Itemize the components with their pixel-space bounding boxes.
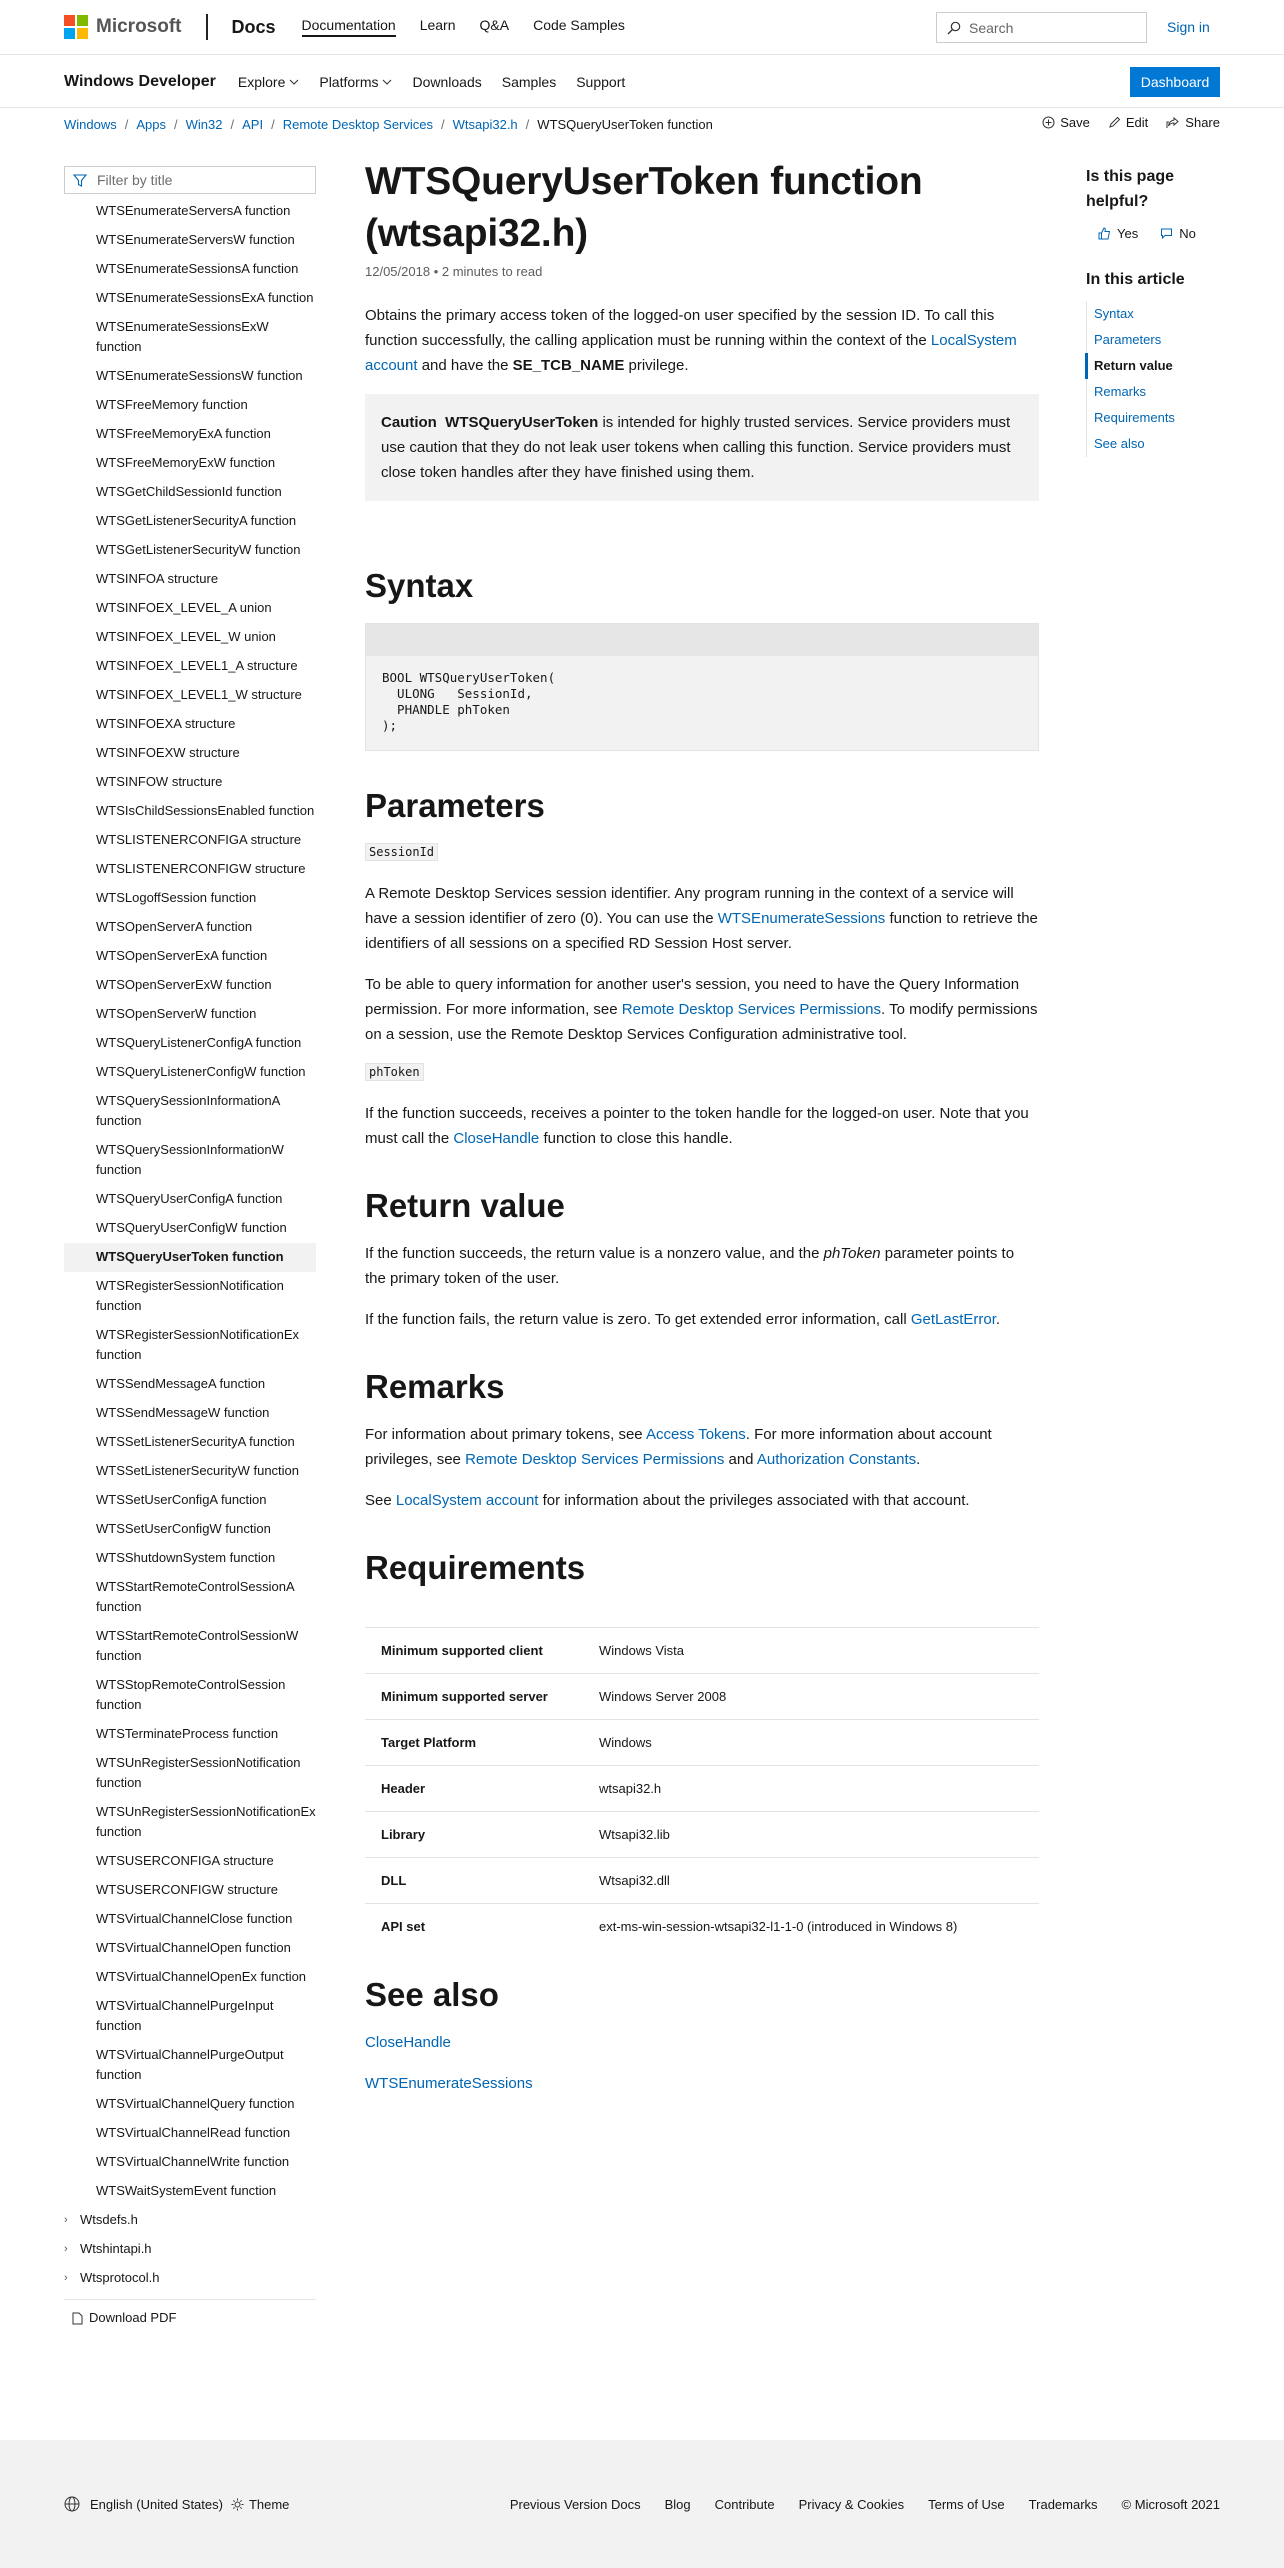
toc-item-wtsvirtualchannelquery-function[interactable]: WTSVirtualChannelQuery function [96, 2096, 295, 2111]
see-also-closehandle-link[interactable]: CloseHandle [365, 2033, 451, 2051]
in-this-article-heading: In this article [1086, 271, 1185, 288]
syntax-heading: Syntax [365, 567, 474, 604]
toc-item-wtsinfow-structure[interactable]: WTSINFOW structure [96, 774, 223, 789]
remarks-localsystem [365, 1488, 1039, 1513]
microsoft-logo-icon [64, 15, 88, 39]
footer-link-privacy-cookies[interactable]: Privacy & Cookies [798, 2496, 905, 2512]
windows-developer-link[interactable]: Windows Developer [64, 72, 216, 90]
sub-nav [238, 74, 625, 90]
toc-item-wtsvirtualchannelpurgeoutput-function[interactable]: WTSVirtualChannelPurgeOutput function [96, 2047, 284, 2082]
see-also-heading: See also [365, 1975, 499, 2013]
requirement-value: ext-ms-win-session-wtsapi32-l1-1-0 (introduced in Windows 8) [583, 1904, 1039, 1950]
rds-permissions-link[interactable]: Remote Desktop Services Permissions [465, 1451, 725, 1468]
toc-item-wtsqueryuserconfiga-function[interactable]: WTSQueryUserConfigA function [96, 1191, 283, 1206]
param-sessionid-desc [365, 881, 1039, 956]
wtsenumeratesessions-link[interactable]: WTSEnumerateSessions [717, 910, 886, 927]
caution-alert [365, 394, 1039, 501]
localsystem-account-link[interactable]: LocalSystem account [395, 1492, 539, 1509]
param-text: A Remote Desktop Services session identifier. Any program running in the context of a service will have a session identifier of zero (0). You can use the [365, 885, 1014, 927]
header-divider [206, 14, 208, 40]
breadcrumb-separator: / [271, 116, 275, 132]
toc-item-wtssendmessagew-function[interactable]: WTSSendMessageW function [96, 1405, 270, 1420]
return-text: If the function succeeds, the return value is a nonzero value, and the [365, 1245, 820, 1262]
caution-text: is intended for highly trusted services. Service providers must use caution that they do not leak user tokens when calling this function. Service providers must close token handles after they have finished using them. [381, 414, 1011, 481]
requirement-value: Windows Vista [583, 1628, 1039, 1674]
remarks-heading: Remarks [365, 1368, 505, 1405]
toc-item-wtssetuserconfiga-function[interactable]: WTSSetUserConfigA function [96, 1492, 267, 1507]
toc-item-wtsquerysessioninformationa-function[interactable]: WTSQuerySessionInformationA function [96, 1093, 280, 1128]
breadcrumb-current: WTSQueryUserToken function [537, 116, 713, 132]
toc-item-wtsunregistersessionnotificationex-function[interactable]: WTSUnRegisterSessionNotificationEx function [96, 1804, 316, 1839]
parameters-heading: Parameters [365, 787, 545, 824]
download-pdf-label: Download PDF [89, 2310, 177, 2325]
requirement-value: Wtsapi32.lib [583, 1812, 1039, 1858]
param-text: To be able to query information for another user's session, you need to have the Query Information permission. For more information, see [365, 976, 1020, 1018]
breadcrumb-rds[interactable]: Remote Desktop Services [282, 116, 433, 132]
caution-label: Caution [381, 414, 437, 431]
toc-item-wtsstartremotecontrolsessionw-function[interactable]: WTSStartRemoteControlSessionW function [96, 1628, 299, 1663]
chevron-right-icon: › [64, 2214, 68, 2226]
requirement-key: Minimum supported client [365, 1628, 583, 1674]
article-date: 12/05/2018 [365, 264, 431, 279]
docs-link[interactable]: Docs [231, 16, 276, 37]
toc-item-wtsqueryuserconfigw-function[interactable]: WTSQueryUserConfigW function [96, 1220, 287, 1235]
article [365, 156, 1039, 2096]
return-value-heading: Return value [365, 1187, 565, 1224]
rds-permissions-link[interactable]: Remote Desktop Services Permissions [621, 1001, 882, 1018]
toc-item-wtsshutdownsystem-function[interactable]: WTSShutdownSystem function [96, 1550, 276, 1565]
toc-item-wtsgetchildsessionid-function[interactable]: WTSGetChildSessionId function [96, 484, 282, 499]
toc-group-label: Wtsdefs.h [80, 2212, 138, 2227]
toc-item-wtsvirtualchannelpurgeinput-function[interactable]: WTSVirtualChannelPurgeInput function [96, 1998, 274, 2033]
syntax-code[interactable]: BOOL WTSQueryUserToken( ULONG SessionId, PHANDLE phToken ); [382, 670, 556, 733]
param-sessionid-permissions [365, 972, 1039, 1047]
breadcrumb-api[interactable]: API [242, 116, 264, 132]
plus-circle-icon [1042, 116, 1055, 129]
toc-item-wtsquerylistenerconfigw-function[interactable]: WTSQueryListenerConfigW function [96, 1064, 306, 1079]
toc-item-wtssetlistenersecurityw-function[interactable]: WTSSetListenerSecurityW function [96, 1463, 300, 1478]
footer-link-trademarks[interactable]: Trademarks [1028, 2496, 1098, 2512]
toc-item-wtsenumeratesessionsexw-function[interactable]: WTSEnumerateSessionsExW function [96, 319, 269, 354]
return-param: phToken [823, 1245, 881, 1262]
toc-item-wtsenumeratesessionsexa-function[interactable]: WTSEnumerateSessionsExA function [96, 290, 314, 305]
toc-item-wtsgetlistenersecurityw-function[interactable]: WTSGetListenerSecurityW function [96, 542, 301, 557]
pdf-icon [72, 2312, 83, 2325]
search-input[interactable] [936, 12, 1147, 43]
save-button[interactable] [1042, 115, 1090, 130]
toc-item-wtsinfoex-level1-a-structure[interactable]: WTSINFOEX_LEVEL1_A structure [96, 658, 298, 673]
save-label: Save [1060, 115, 1090, 130]
microsoft-logo[interactable] [64, 15, 182, 39]
toc-group-label: Wtsprotocol.h [80, 2270, 160, 2285]
toc-item-wtsqueryusertoken-function[interactable]: WTSQueryUserToken function [64, 1243, 316, 1272]
toc-item-wtsischildsessionsenabled-function[interactable]: WTSIsChildSessionsEnabled function [96, 803, 315, 818]
toc-group-wtshintapi-h[interactable] [64, 2235, 316, 2264]
getlasterror-link[interactable]: GetLastError [910, 1311, 996, 1328]
nav-learn[interactable]: Learn [419, 17, 456, 33]
feedback-no-button[interactable] [1160, 226, 1196, 241]
requirement-value: wtsapi32.h [583, 1766, 1039, 1812]
footer-link-contribute[interactable]: Contribute [714, 2496, 775, 2512]
param-sessionid: SessionId [365, 843, 438, 861]
article-meta: 12/05/2018 • 2 minutes to read [365, 264, 543, 279]
in-article-link-see-also[interactable]: See also [1094, 436, 1145, 451]
requirement-value: Windows Server 2008 [583, 1674, 1039, 1720]
sign-in-link[interactable]: Sign in [1167, 19, 1210, 35]
toc-item-wtsfreememoryexw-function[interactable]: WTSFreeMemoryExW function [96, 455, 276, 470]
nav-downloads[interactable]: Downloads [412, 73, 482, 90]
return-failure [365, 1307, 1039, 1332]
breadcrumb-separator: / [124, 116, 129, 132]
page-actions [1042, 115, 1220, 130]
nav-samples[interactable]: Samples [501, 73, 557, 90]
filter-by-title-input[interactable] [64, 166, 316, 194]
in-article-link-return-value[interactable]: Return value [1085, 353, 1220, 379]
in-article-link-remarks[interactable]: Remarks [1094, 384, 1147, 399]
toc-item-wtsinfoexw-structure[interactable]: WTSINFOEXW structure [96, 745, 240, 760]
toc-item-wtssendmessagea-function[interactable]: WTSSendMessageA function [96, 1376, 266, 1391]
filter-icon [73, 174, 87, 187]
toc-item-wtsvirtualchannelopenex-function[interactable]: WTSVirtualChannelOpenEx function [96, 1969, 307, 1984]
requirement-row [365, 1674, 1039, 1720]
breadcrumb [64, 112, 1220, 136]
see-also-wtsenumeratesessions-link[interactable]: WTSEnumerateSessions [365, 2074, 533, 2092]
edit-label: Edit [1125, 115, 1149, 130]
requirement-key: Minimum supported server [365, 1674, 583, 1720]
return-text: parameter points to the primary token of the user. [365, 1245, 1015, 1287]
breadcrumb-separator: / [441, 116, 445, 132]
remarks-paragraph [365, 1422, 1039, 1472]
breadcrumb-separator: / [525, 116, 530, 132]
pencil-icon [1108, 116, 1121, 129]
page-title: WTSQueryUserToken function (wtsapi32.h) [365, 160, 923, 255]
toc-group-label: Wtshintapi.h [80, 2241, 152, 2256]
toc-sidebar [64, 166, 316, 2333]
toc-item-wtsopenservera-function[interactable]: WTSOpenServerA function [96, 919, 253, 934]
requirement-row [365, 1858, 1039, 1904]
microsoft-wordmark: Microsoft [96, 16, 182, 37]
in-article-link-parameters[interactable]: Parameters [1094, 332, 1162, 347]
top-nav [302, 17, 625, 37]
intro-text: privilege. [628, 357, 689, 374]
chevron-down-icon [289, 79, 299, 85]
in-article-link-syntax[interactable]: Syntax [1094, 306, 1134, 321]
chat-bubble-icon [1160, 227, 1173, 240]
right-rail [1086, 164, 1220, 457]
footer-link-microsoft-2021: © Microsoft 2021 [1121, 2496, 1220, 2512]
feedback-question: Is this page helpful? [1086, 168, 1175, 210]
return-text: If the function fails, the return value is zero. To get extended error information, call [365, 1311, 907, 1328]
breadcrumb-apps[interactable]: Apps [136, 116, 167, 132]
requirements-heading: Requirements [365, 1549, 586, 1586]
toc-item-wtsenumerateserversw-function[interactable]: WTSEnumerateServersW function [96, 232, 295, 247]
download-pdf-button[interactable] [64, 2299, 316, 2333]
requirement-value: Windows [583, 1720, 1039, 1766]
toc-item-wtsstartremotecontrolsessiona-function[interactable]: WTSStartRemoteControlSessionA function [96, 1579, 294, 1614]
toc-group-wtsprotocol-h[interactable] [64, 2264, 316, 2293]
intro-text: Obtains the primary access token of the logged-on user specified by the session ID. To call this function successfully, the calling application must be running within the context of the [365, 307, 995, 349]
toc-item-wtsquerysessioninformationw-function[interactable]: WTSQuerySessionInformationW function [96, 1142, 284, 1177]
feedback-buttons [1098, 226, 1220, 241]
chevron-down-icon [382, 79, 392, 85]
toc-item-wtsvirtualchannelopen-function[interactable]: WTSVirtualChannelOpen function [96, 1940, 291, 1955]
toc-item-wtsvirtualchannelread-function[interactable]: WTSVirtualChannelRead function [96, 2125, 291, 2140]
authorization-constants-link[interactable]: Authorization Constants [756, 1451, 917, 1468]
toc-item-wtslogoffsession-function[interactable]: WTSLogoffSession function [96, 890, 257, 905]
filter-placeholder: Filter by title [97, 172, 173, 188]
return-success [365, 1241, 1039, 1291]
requirement-key: Header [365, 1766, 583, 1812]
syntax-code-block [365, 623, 1039, 751]
chevron-right-icon: › [64, 2243, 68, 2255]
requirement-key: Target Platform [365, 1720, 583, 1766]
toc-item-wtsterminateprocess-function[interactable]: WTSTerminateProcess function [96, 1726, 279, 1741]
share-label: Share [1185, 115, 1220, 130]
sun-icon [231, 2498, 244, 2511]
toc-group-wtsdefs-h[interactable] [64, 2206, 316, 2235]
toc-item-wtsopenserverexa-function[interactable]: WTSOpenServerExA function [96, 948, 268, 963]
requirements-table [365, 1627, 1039, 1950]
toc-item-wtsopenserverw-function[interactable]: WTSOpenServerW function [96, 1006, 257, 1021]
nav-platforms-label: Platforms [319, 73, 379, 90]
toc-item-wtsinfoexa-structure[interactable]: WTSINFOEXA structure [96, 716, 236, 731]
search-placeholder: Search [969, 19, 1014, 36]
remarks-text: and [728, 1451, 754, 1468]
requirement-key: DLL [365, 1858, 583, 1904]
footer-link-terms-of-use[interactable]: Terms of Use [928, 2496, 1005, 2512]
requirement-key: Library [365, 1812, 583, 1858]
param-text: . To modify permissions on a session, use the Remote Desktop Services Configuration administrative tool. [365, 1001, 1038, 1043]
access-tokens-link[interactable]: Access Tokens [645, 1426, 746, 1443]
remarks-text: See [365, 1492, 392, 1509]
toc-item-wtssetuserconfigw-function[interactable]: WTSSetUserConfigW function [96, 1521, 271, 1536]
toc-item-wtsgetlistenersecuritya-function[interactable]: WTSGetListenerSecurityA function [96, 513, 297, 528]
toc-item-wtswaitsystemevent-function[interactable]: WTSWaitSystemEvent function [96, 2183, 277, 2198]
nav-explore[interactable] [238, 74, 299, 90]
requirement-row [365, 1720, 1039, 1766]
toc-item-wtsopenserverexw-function[interactable]: WTSOpenServerExW function [96, 977, 272, 992]
thumbs-up-icon [1098, 227, 1111, 240]
intro-paragraph [365, 303, 1039, 378]
dashboard-button[interactable]: Dashboard [1130, 67, 1220, 97]
return-text: . [995, 1311, 1001, 1328]
yes-label: Yes [1117, 226, 1139, 241]
toc-item-wtsvirtualchannelwrite-function[interactable]: WTSVirtualChannelWrite function [96, 2154, 290, 2169]
breadcrumb-win32[interactable]: Win32 [185, 116, 223, 132]
toc-item-wtsuserconfiga-structure[interactable]: WTSUSERCONFIGA structure [96, 1853, 274, 1868]
toc-item-wtsregistersessionnotification-function[interactable]: WTSRegisterSessionNotification function [96, 1278, 284, 1313]
toc-item-wtsstopremotecontrolsession-function[interactable]: WTSStopRemoteControlSession function [96, 1677, 286, 1712]
requirement-row [365, 1904, 1039, 1950]
toc-item-wtsinfoa-structure[interactable]: WTSINFOA structure [96, 571, 219, 586]
in-this-article-list [1086, 301, 1220, 457]
footer-links [510, 2497, 1220, 2512]
toc-item-wtssetlistenersecuritya-function[interactable]: WTSSetListenerSecurityA function [96, 1434, 295, 1449]
globe-icon [64, 2496, 80, 2512]
footer-link-blog[interactable]: Blog [664, 2496, 691, 2512]
toc-list [64, 197, 316, 2333]
read-time: 2 minutes to read [441, 264, 543, 279]
remarks-text: for information about the privileges associated with that account. [542, 1492, 970, 1509]
param-phtoken: phToken [365, 1063, 424, 1081]
no-label: No [1179, 226, 1196, 241]
toc-item-wtsenumeratesessionsw-function[interactable]: WTSEnumerateSessionsW function [96, 368, 303, 383]
toc-item-wtsfreememoryexa-function[interactable]: WTSFreeMemoryExA function [96, 426, 271, 441]
param-text: function to retrieve the identifiers of all sessions on a specified RD Session Host server. [365, 910, 1038, 952]
intro-text: and have the [421, 357, 509, 374]
breadcrumb-wtsapi32[interactable]: Wtsapi32.h [452, 116, 518, 132]
share-icon [1166, 116, 1180, 129]
toc-item-wtsenumerateserversa-function[interactable]: WTSEnumerateServersA function [96, 203, 291, 218]
toc-item-wtsvirtualchannelclose-function[interactable]: WTSVirtualChannelClose function [96, 1911, 293, 1926]
theme-label: Theme [248, 2496, 290, 2512]
param-text: If the function succeeds, receives a pointer to the token handle for the logged-on user. Note that you must call the [365, 1105, 1029, 1147]
theme-button[interactable] [231, 2497, 289, 2512]
nav-support[interactable]: Support [576, 73, 626, 90]
search-icon [947, 21, 961, 35]
remarks-text: . [916, 1451, 921, 1468]
remarks-text: For information about primary tokens, see [365, 1426, 643, 1443]
requirement-row [365, 1812, 1039, 1858]
toc-item-wtsinfoex-level-w-union[interactable]: WTSINFOEX_LEVEL_W union [96, 629, 276, 644]
param-text: function to close this handle. [543, 1130, 733, 1147]
top-header [0, 0, 1284, 55]
toc-item-wtsinfoex-level1-w-structure[interactable]: WTSINFOEX_LEVEL1_W structure [96, 687, 302, 702]
toc-item-wtslistenerconfigw-structure[interactable]: WTSLISTENERCONFIGW structure [96, 861, 306, 876]
edit-button[interactable] [1108, 115, 1148, 130]
requirement-row [365, 1628, 1039, 1674]
nav-platforms[interactable] [319, 74, 392, 90]
toc-item-wtsenumeratesessionsa-function[interactable]: WTSEnumerateSessionsA function [96, 261, 299, 276]
requirement-key: API set [365, 1904, 583, 1950]
code-block-header [366, 624, 1038, 656]
share-button[interactable] [1166, 115, 1220, 130]
privilege-name: SE_TCB_NAME [512, 357, 625, 374]
locale-selector[interactable]: English (United States) [90, 2496, 223, 2512]
nav-explore-label: Explore [237, 73, 286, 90]
toc-item-wtsunregistersessionnotification-function[interactable]: WTSUnRegisterSessionNotification function [96, 1755, 301, 1790]
sub-header [0, 56, 1284, 108]
toc-item-wtsregistersessionnotificationex-function[interactable]: WTSRegisterSessionNotificationEx function [96, 1327, 300, 1362]
toc-item-wtslistenerconfiga-structure[interactable]: WTSLISTENERCONFIGA structure [96, 832, 302, 847]
requirement-row [365, 1766, 1039, 1812]
nav-qna[interactable]: Q&A [479, 17, 510, 33]
nav-code-samples[interactable]: Code Samples [533, 17, 625, 33]
footer-link-previous-version-docs[interactable]: Previous Version Docs [509, 2496, 641, 2512]
breadcrumb-separator: / [174, 116, 178, 132]
breadcrumb-windows[interactable]: Windows [64, 116, 117, 132]
footer [0, 2440, 1284, 2568]
toc-item-wtsquerylistenerconfiga-function[interactable]: WTSQueryListenerConfigA function [96, 1035, 302, 1050]
chevron-right-icon: › [64, 2272, 68, 2284]
feedback-yes-button[interactable] [1098, 226, 1138, 241]
closehandle-link[interactable]: CloseHandle [453, 1130, 540, 1147]
remarks-text: . For more information about account privileges, see [365, 1426, 992, 1468]
breadcrumb-separator: / [230, 116, 235, 132]
toc-item-wtsfreememory-function[interactable]: WTSFreeMemory function [96, 397, 248, 412]
param-phtoken-desc [365, 1101, 1039, 1151]
requirement-value: Wtsapi32.dll [583, 1858, 1039, 1904]
nav-documentation[interactable]: Documentation [302, 17, 396, 37]
toc-item-wtsinfoex-level-a-union[interactable]: WTSINFOEX_LEVEL_A union [96, 600, 272, 615]
localsystem-account-link[interactable]: LocalSystem account [365, 332, 1017, 374]
caution-function: WTSQueryUserToken [445, 414, 599, 431]
toc-item-wtsuserconfigw-structure[interactable]: WTSUSERCONFIGW structure [96, 1882, 279, 1897]
in-article-link-requirements[interactable]: Requirements [1094, 410, 1175, 425]
